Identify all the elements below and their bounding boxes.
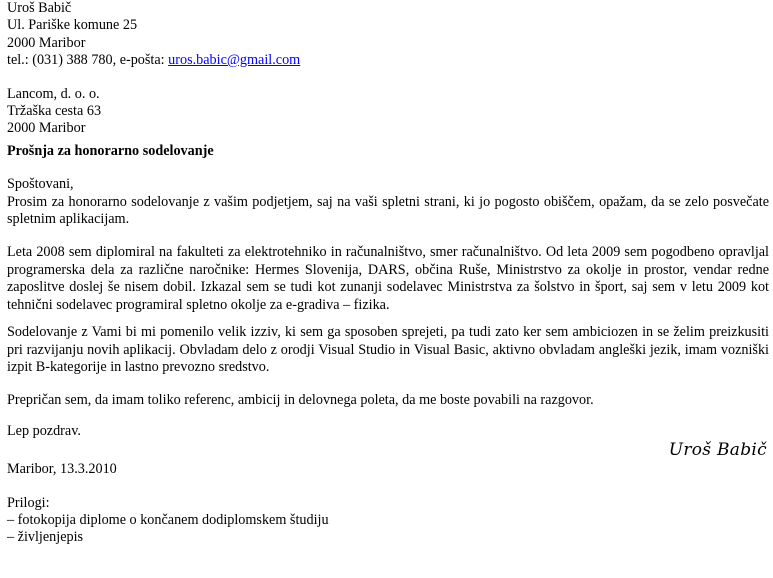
paragraph-3: Sodelovanje z Vami bi mi pomenilo velik izziv, ki sem ga sposoben sprejeti, pa tudi zato ker sem ambiciozen in se želim preizkusiti pri razvijanju novih aplikacij. Obvladam delo z orodji Visual Studio in Visual Basic, aktivno obvladam angleški jezik, imam vozniški izpit B-kategorije in lastno prevozno sredstvo. (7, 324, 769, 375)
sender-contact-prefix: tel.: (031) 388 780, e-pošta: (7, 52, 169, 69)
attachment-item: – življenjepis (7, 529, 84, 546)
letter-page (7, 0, 769, 547)
recipient-city: 2000 Maribor (7, 120, 86, 137)
spacer (7, 376, 769, 392)
paragraph-2: Leta 2008 sem diplomiral na fakulteti za elektrotehniko in računalništvo, smer računalništvo. Od leta 2009 sem pogodbeno opravljal programerska dela za različne naročnike: Hermes Slovenija, DARS, občina Ruše, Ministrstvo za okolje in prostor, vendar redne zaposlitve doslej še nisem dobil. Izkazal sem se tudi kot zunanji sodelavec Ministrstva za šolstvo in šport, saj sem v letu 2009 kot tehnični sodelavec programiral spletno okolje za e-gradiva – fizika. (7, 244, 769, 313)
sender-street: Ul. Pariške komune 25 (7, 17, 138, 34)
spacer (7, 70, 769, 86)
spacer (7, 314, 769, 324)
spacer (7, 160, 769, 176)
handwritten-signature: Uroš Babič (668, 440, 767, 461)
attachments (7, 495, 769, 547)
sender-email-link[interactable]: uros.babic@gmail.com (168, 52, 301, 69)
salutation: Spoštovani, (7, 176, 74, 193)
spacer (7, 410, 769, 423)
sender-contact (7, 52, 769, 69)
sender-address (7, 0, 769, 70)
spacer (7, 479, 769, 495)
closing: Lep pozdrav. (7, 422, 81, 439)
paragraph-1: Prosim za honorarno sodelovanje z vašim podjetjem, saj na vaši spletni strani, ki jo pogosto obiščem, opažam, da se zelo posvečate spletnim aplikacijam. (7, 193, 769, 228)
recipient-company: Lancom, d. o. o. (7, 85, 100, 102)
sender-city: 2000 Maribor (7, 34, 86, 51)
attachment-item: – fotokopija diplome o končanem dodiplomskem študiju (7, 511, 329, 528)
paragraph-4: Prepričan sem, da imam toliko referenc, ambicij in delovnega poleta, da me boste povabili na razgovor. (7, 392, 594, 409)
spacer (7, 228, 769, 244)
attachments-heading: Prilogi: (7, 494, 50, 511)
recipient-address (7, 86, 769, 138)
letter-date: Maribor, 13.3.2010 (7, 461, 117, 478)
recipient-street: Tržaška cesta 63 (7, 103, 102, 120)
letter-subject: Prošnja za honorarno sodelovanje (7, 142, 214, 159)
sender-name: Uroš Babič (7, 0, 72, 16)
